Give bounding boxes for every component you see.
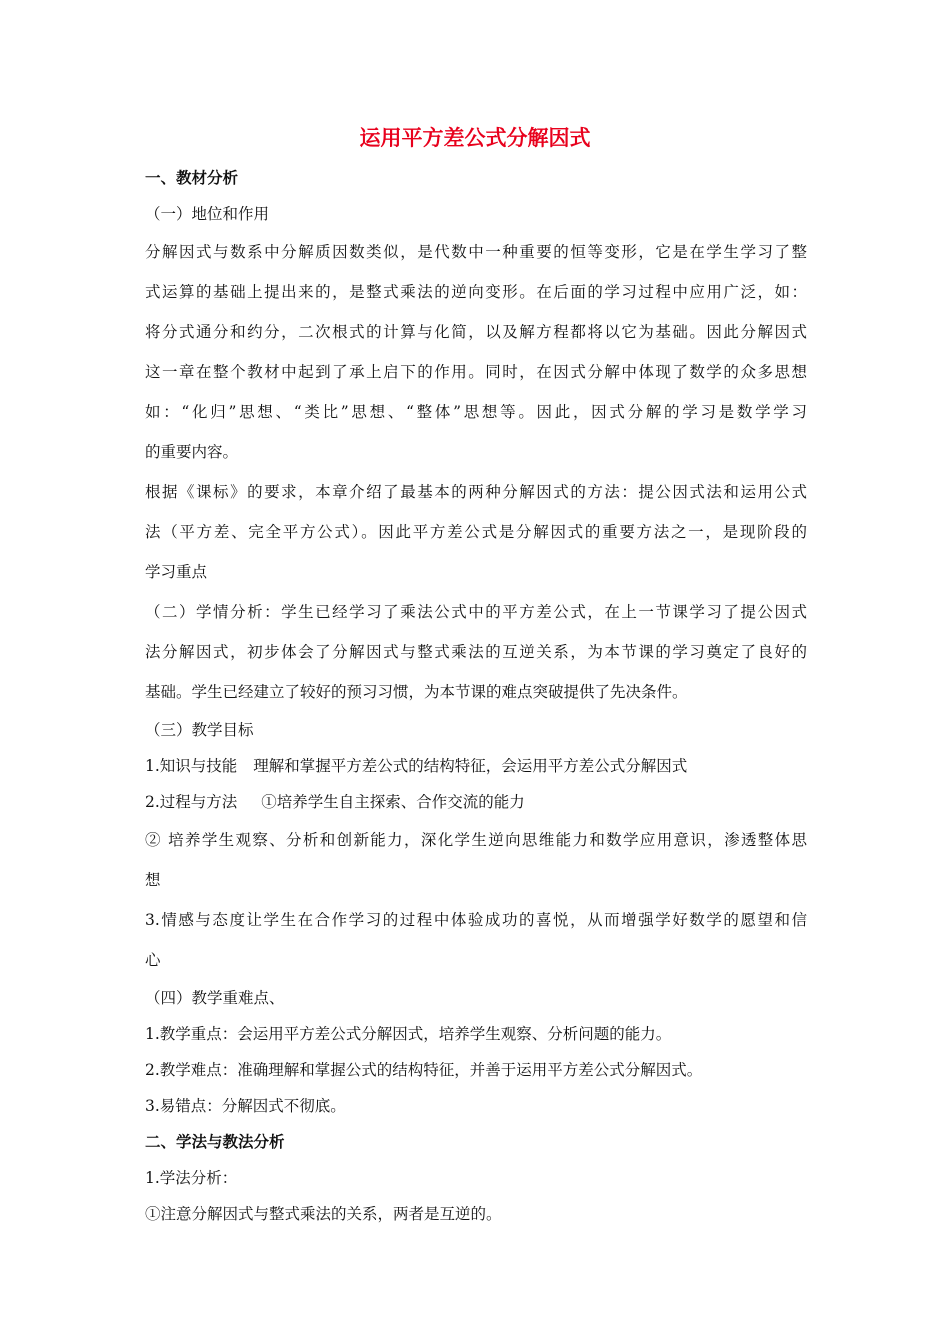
goal-2 bbox=[145, 784, 807, 820]
paragraph-line: 基础。学生已经建立了较好的预习习惯，为本节课的难点突破提供了先决条件。 bbox=[145, 683, 688, 701]
document-body bbox=[145, 160, 807, 1232]
goal-2-text: ①培养学生自主探索、合作交流的能力 bbox=[261, 793, 525, 811]
paragraph-line: 法分解因式，初步体会了分解因式与整式乘法的互逆关系，为本节课的学习奠定了良好的 bbox=[145, 643, 807, 661]
goal-1-text: 理解和掌握平方差公式的结构特征，会运用平方差公式分解因式 bbox=[253, 757, 688, 775]
section-heading-2: 二、学法与教法分析 bbox=[145, 1133, 285, 1151]
subheading-goals: （三）教学目标 bbox=[145, 721, 254, 739]
section-heading-1: 一、教材分析 bbox=[145, 169, 239, 187]
subheading-position: （一）地位和作用 bbox=[145, 205, 270, 223]
paragraph-line: （二）学情分析：学生已经学习了乘法公式中的平方差公式，在上一节课学习了提公因式 bbox=[145, 603, 807, 621]
document-title: 运用平方差公式分解因式 bbox=[359, 126, 591, 150]
paragraph-line: 想 bbox=[145, 871, 161, 889]
goal-1-label: 1.知识与技能 bbox=[145, 757, 238, 775]
paragraph-line: 的重要内容。 bbox=[145, 443, 239, 461]
paragraph-line: ② 培养学生观察、分析和创新能力，深化学生逆向思维能力和数学应用意识，渗透整体思 bbox=[145, 831, 807, 849]
paragraph-line: 法（平方差、完全平方公式）。因此平方差公式是分解因式的重要方法之一，是现阶段的 bbox=[145, 523, 807, 541]
method-item-1a: ①注意分解因式与整式乘法的关系，两者是互逆的。 bbox=[145, 1205, 502, 1223]
paragraph-line: 式运算的基础上提出来的，是整式乘法的逆向变形。在后面的学习过程中应用广泛，如： bbox=[145, 283, 807, 301]
paragraph-line: 心 bbox=[145, 951, 161, 969]
paragraph-line: 3.情感与态度让学生在合作学习的过程中体验成功的喜悦，从而增强学好数学的愿望和信 bbox=[145, 911, 807, 929]
goal-2-label: 2.过程与方法 bbox=[145, 793, 238, 811]
paragraph-line: 将分式通分和约分，二次根式的计算与化简，以及解方程都将以它为基础。因此分解因式 bbox=[145, 323, 807, 341]
paragraph-line: 学习重点 bbox=[145, 563, 208, 581]
paragraph-line: 分解因式与数系中分解质因数类似，是代数中一种重要的恒等变形，它是在学生学习了整 bbox=[145, 243, 807, 261]
key-point-3: 3.易错点：分解因式不彻底。 bbox=[145, 1097, 346, 1115]
goal-1 bbox=[145, 748, 807, 784]
paragraph-line: 根据《课标》的要求，本章介绍了最基本的两种分解因式的方法：提公因式法和运用公式 bbox=[145, 483, 807, 501]
method-item-1: 1.学法分析： bbox=[145, 1169, 238, 1187]
key-point-2: 2.教学难点：准确理解和掌握公式的结构特征，并善于运用平方差公式分解因式。 bbox=[145, 1061, 703, 1079]
key-point-1: 1.教学重点：会运用平方差公式分解因式，培养学生观察、分析问题的能力。 bbox=[145, 1025, 672, 1043]
subheading-key-points: （四）教学重难点、 bbox=[145, 989, 285, 1007]
paragraph-line: 如：“化归”思想、“类比”思想、“整体”思想等。因此，因式分解的学习是数学学习 bbox=[145, 403, 807, 421]
paragraph-line: 这一章在整个教材中起到了承上启下的作用。同时，在因式分解中体现了数学的众多思想 bbox=[145, 363, 807, 381]
